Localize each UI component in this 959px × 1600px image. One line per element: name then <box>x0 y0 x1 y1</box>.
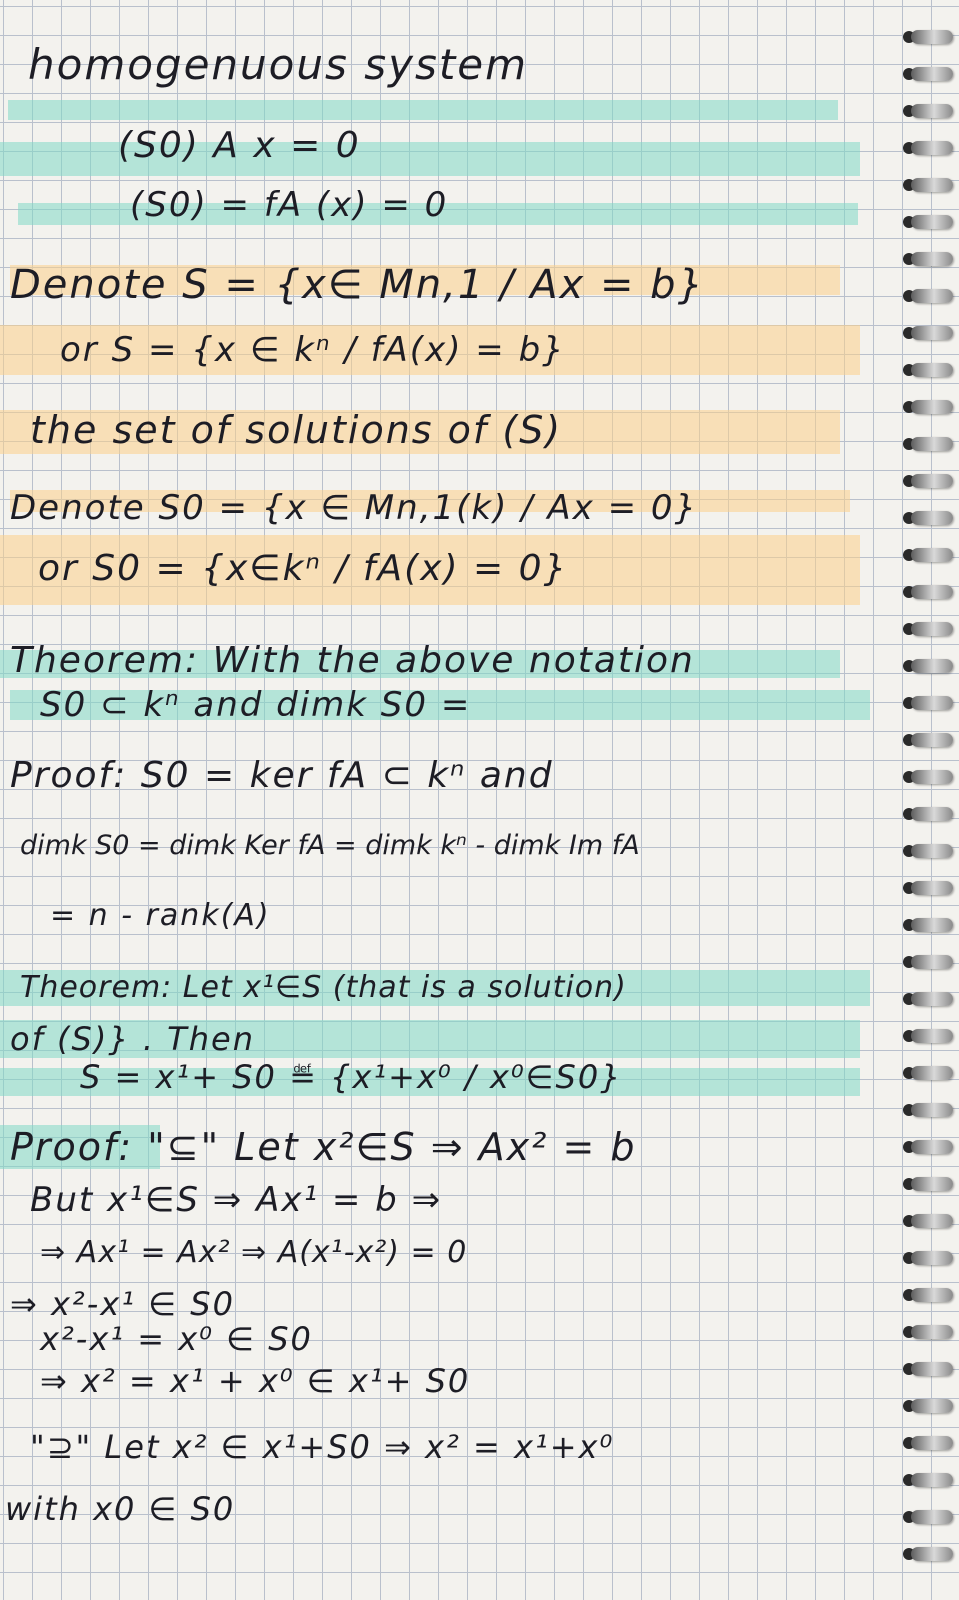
binding-ring <box>911 1214 953 1228</box>
note-line: or S0 = {x∈kⁿ / fA(x) = 0} <box>38 548 569 589</box>
note-line: S = x¹+ S0 ≝ {x¹+x⁰ / x⁰∈S0} <box>80 1058 623 1096</box>
binding-ring <box>911 289 953 303</box>
binding-ring <box>911 104 953 118</box>
note-line: ⇒ x²-x¹ ∈ S0 <box>10 1285 235 1323</box>
binding-ring <box>911 659 953 673</box>
note-line: with x0 ∈ S0 <box>5 1490 236 1528</box>
binding-ring <box>911 696 953 710</box>
note-line: S0 ⊂ kⁿ and dimk S0 = <box>40 685 472 725</box>
binding-ring <box>911 326 953 340</box>
note-line: the set of solutions of (S) <box>30 408 563 452</box>
binding-ring <box>911 141 953 155</box>
note-line: (S0) = fA (x) = 0 <box>130 185 449 225</box>
note-line: or S = {x ∈ kⁿ / fA(x) = b} <box>60 330 566 370</box>
binding-ring <box>911 1473 953 1487</box>
note-line: "⊇" Let x² ∈ x¹+S0 ⇒ x² = x¹+x⁰ <box>30 1428 615 1466</box>
binding-ring <box>911 770 953 784</box>
binding-ring <box>911 1510 953 1524</box>
note-line: of (S)} . Then <box>10 1020 255 1058</box>
binding-ring <box>911 1399 953 1413</box>
binding-ring <box>911 918 953 932</box>
binding-ring <box>911 1288 953 1302</box>
note-line: Denote S0 = {x ∈ Mn,1(k) / Ax = 0} <box>10 488 699 528</box>
binding-ring <box>911 1177 953 1191</box>
binding-ring <box>911 548 953 562</box>
note-line: Theorem: Let x¹∈S (that is a solution) <box>20 970 627 1005</box>
note-line: Proof: S0 = ker fA ⊂ kⁿ and <box>10 755 554 796</box>
binding-ring <box>911 1436 953 1450</box>
note-line: = n - rank(A) <box>50 898 271 933</box>
binding-ring <box>911 363 953 377</box>
binding-ring <box>911 252 953 266</box>
binding-ring <box>911 992 953 1006</box>
note-line: But x¹∈S ⇒ Ax¹ = b ⇒ <box>30 1180 443 1220</box>
binding-ring <box>911 1066 953 1080</box>
binding-ring <box>911 30 953 44</box>
binding-ring <box>911 1251 953 1265</box>
binding-ring <box>911 178 953 192</box>
binding-ring <box>911 437 953 451</box>
binding-ring <box>911 1362 953 1376</box>
binding-ring <box>911 622 953 636</box>
binding-ring <box>911 1547 953 1561</box>
binding-ring <box>911 1325 953 1339</box>
binding-ring <box>911 585 953 599</box>
note-line: (S0) A x = 0 <box>118 125 361 166</box>
note-line: Theorem: With the above notation <box>10 640 695 681</box>
binding-ring <box>911 881 953 895</box>
binding-ring <box>911 955 953 969</box>
highlight-teal <box>8 100 838 120</box>
binding-ring <box>911 400 953 414</box>
binding-ring <box>911 215 953 229</box>
spiral-binding <box>899 30 959 1590</box>
binding-ring <box>911 474 953 488</box>
note-line: ⇒ Ax¹ = Ax² ⇒ A(x¹-x²) = 0 <box>40 1235 468 1270</box>
binding-ring <box>911 1140 953 1154</box>
binding-ring <box>911 844 953 858</box>
binding-ring <box>911 1103 953 1117</box>
binding-ring <box>911 1029 953 1043</box>
binding-ring <box>911 67 953 81</box>
note-line: Proof: "⊆" Let x²∈S ⇒ Ax² = b <box>10 1125 637 1169</box>
binding-ring <box>911 511 953 525</box>
note-line: ⇒ x² = x¹ + x⁰ ∈ x¹+ S0 <box>40 1362 471 1400</box>
note-line: x²-x¹ = x⁰ ∈ S0 <box>40 1320 313 1358</box>
note-line: dimk S0 = dimk Ker fA = dimk kⁿ - dimk Im fA <box>20 830 640 861</box>
note-line: Denote S = {x∈ Mn,1 / Ax = b} <box>10 262 706 308</box>
notes-title: homogenuous system <box>28 40 529 89</box>
binding-ring <box>911 807 953 821</box>
binding-ring <box>911 733 953 747</box>
